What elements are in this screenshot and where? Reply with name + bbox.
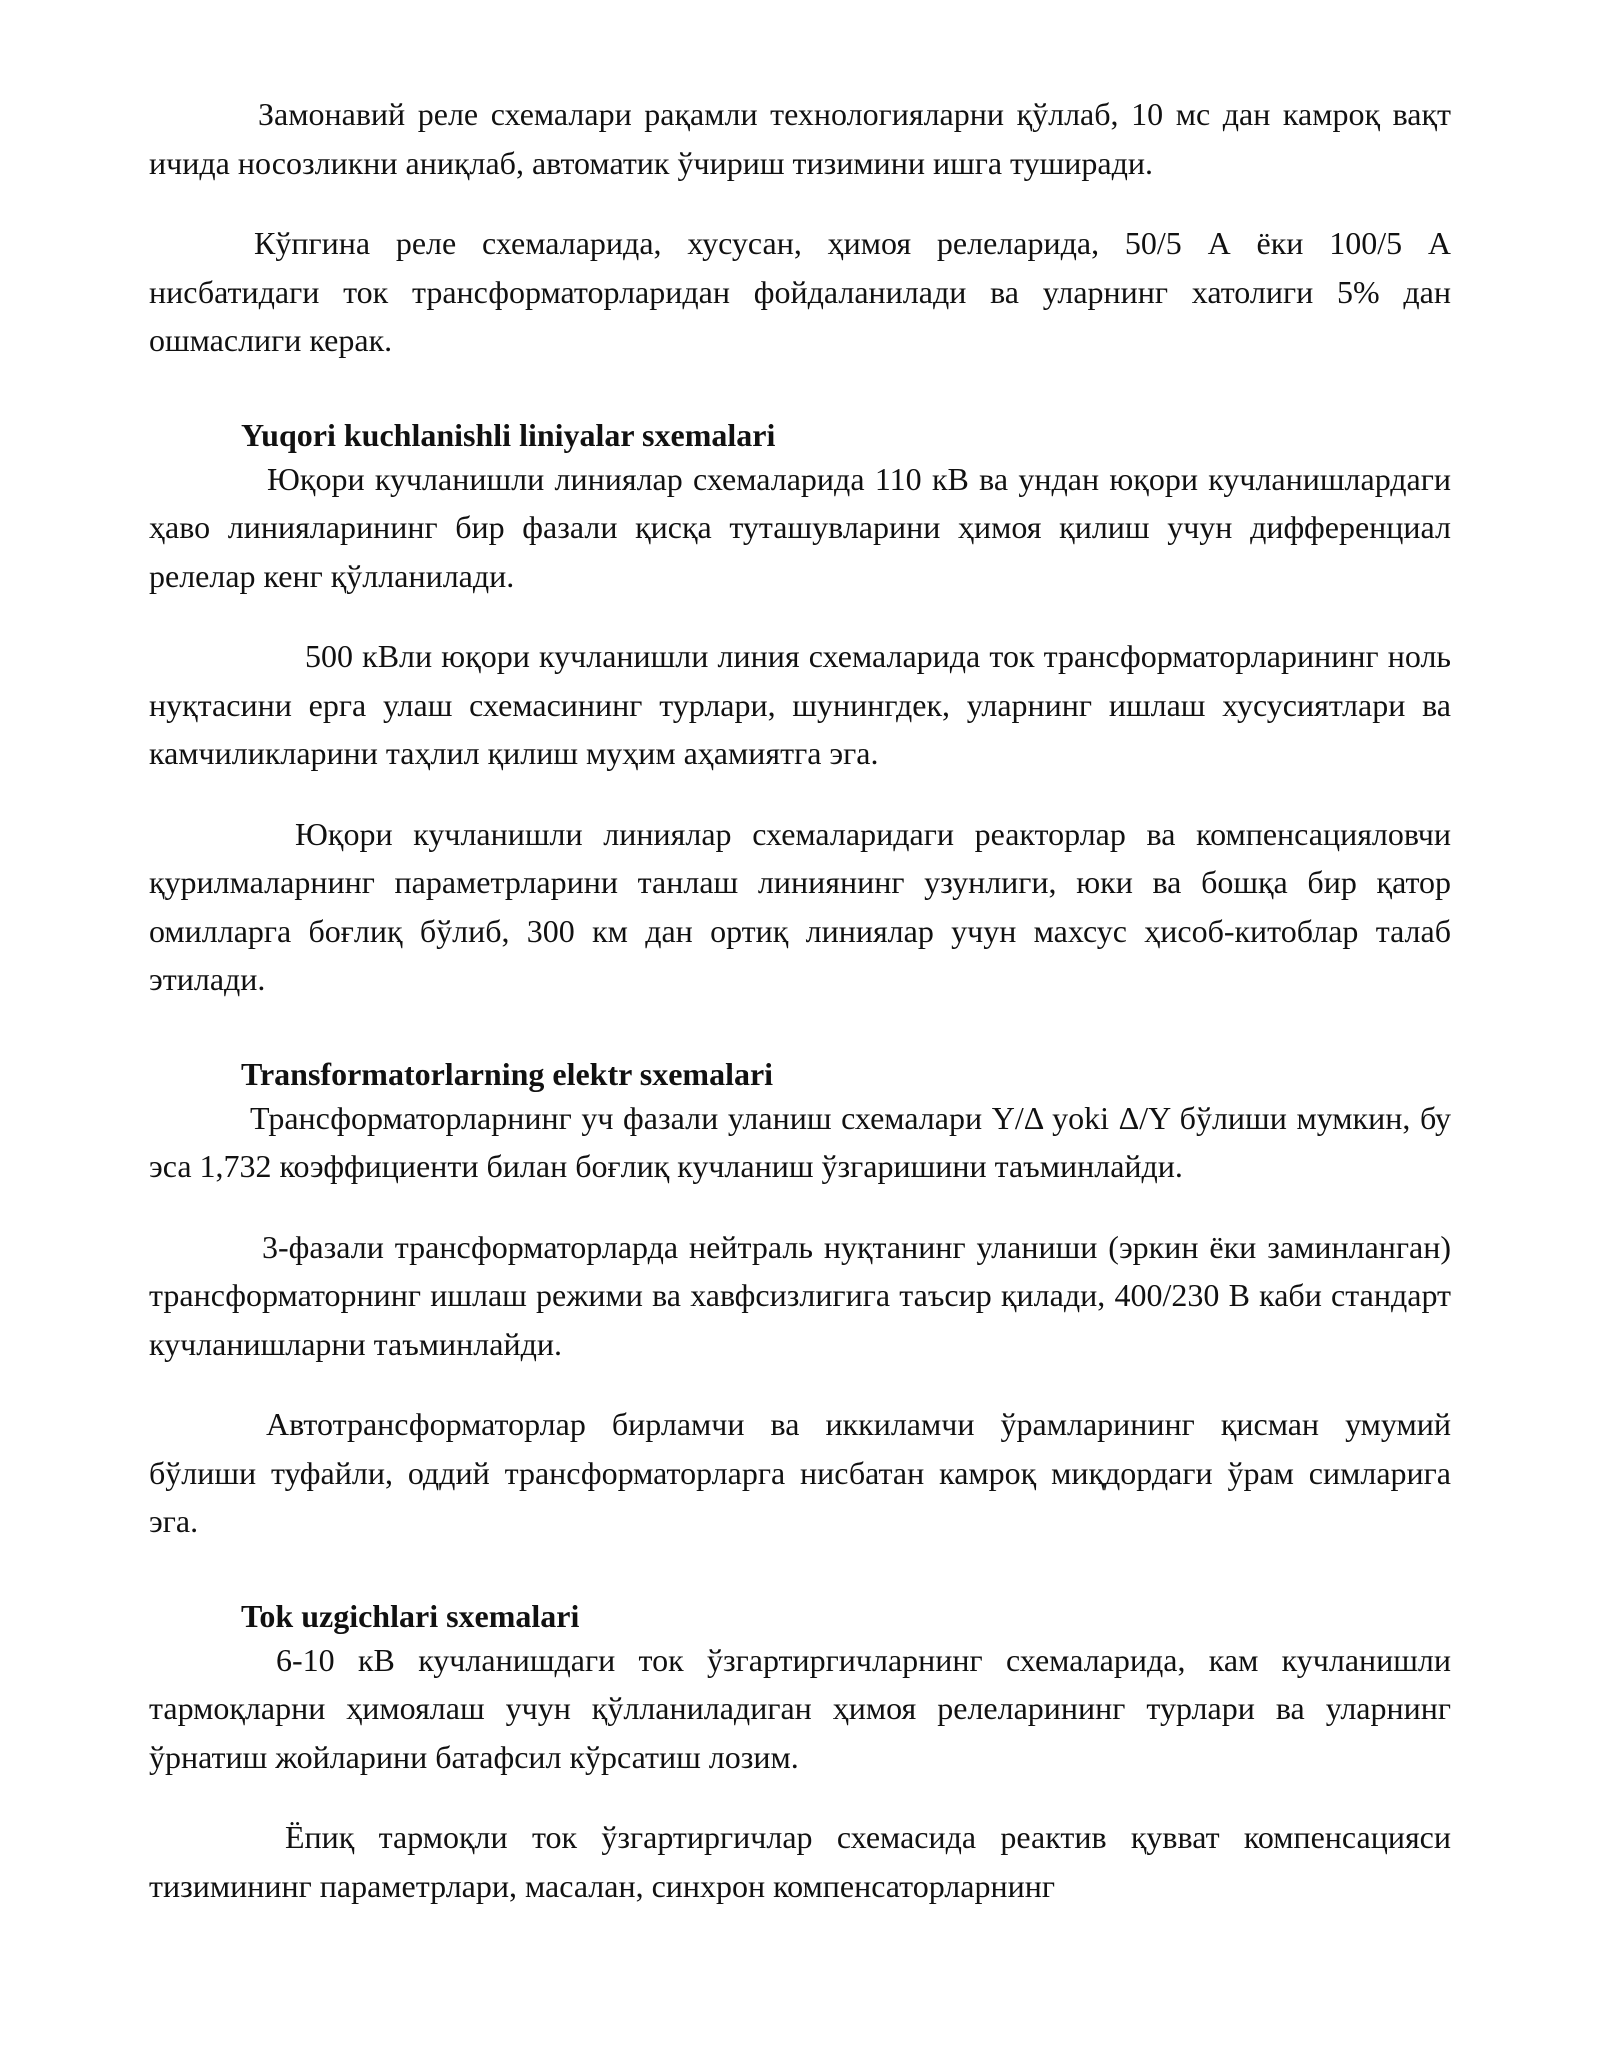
paragraph-6-10kv-converters: 6-10 кВ кучланишдаги ток ўзгартиргичларнинг схемаларида, кам кучланишли тармоқларни ҳимоялаш учун қўлланиладиган ҳимоя релеларининг турлари ва уларнинг ўрнатиш жойларини батафсил кўрсатиш лозим. (149, 1641, 1451, 1775)
section-heading-high-voltage-lines: Yuqori kuchlanishli liniyalar sxemalari (241, 416, 776, 453)
paragraph-differential-relays: Юқори кучланишли линиялар схемаларида 110 кВ ва ундан юқори кучланишлардаги ҳаво линияларининг бир фазали қисқа туташувларини ҳимоя қилиш учун дифференциал релелар кенг қўлланилади. (149, 460, 1451, 594)
paragraph-closed-network-converters: Ёпиқ тармоқли ток ўзгартиргичлар схемасида реактив қувват компенсацияси тизимининг параметрлари, масалан, синхрон компенсаторларнинг (149, 1819, 1451, 1904)
paragraph-modern-relay-schemes: Замонавий реле схемалари рақамли технологияларни қўллаб, 10 мс дан камроқ вақт ичида носозликни аниқлаб, автоматик ўчириш тизимини ишга туширади. (149, 96, 1451, 181)
paragraph-reactors-compensation: Юқори кучланишли линиялар схемаларидаги реакторлар ва компенсацияловчи қурилмаларнинг параметрларини танлаш линиянинг узунлиги, юки ва бошқа бир қатор омилларга боғлиқ бўлиб, 300 км дан ортиқ линиялар учун махсус ҳисоб-китоблар талаб этилади. (149, 815, 1451, 997)
paragraph-three-phase-connection: Трансформаторларнинг уч фазали уланиш схемалари Y/Δ yoki Δ/Y бўлиши мумкин, бу эса 1,732 коэффициенти билан боғлиқ кучланиш ўзгаришини таъминлайди. (149, 1099, 1451, 1184)
document-body (149, 90, 1451, 1910)
paragraph-current-transformers: Кўпгина реле схемаларида, хусусан, ҳимоя релеларида, 50/5 А ёки 100/5 А нисбатидаги ток трансформаторларидан фойдаланилади ва уларнинг хатолиги 5% дан ошмаслиги керак. (149, 225, 1451, 358)
section-heading-current-switches: Tok uzgichlari sxemalari (241, 1597, 580, 1634)
paragraph-500kv-lines: 500 кВли юқори кучланишли линия схемаларида ток трансформаторларининг ноль нуқтасини ерга улаш схемасининг турлари, шунингдек, уларнинг ишлаш хусусиятлари ва камчиликларини таҳлил қилиш муҳим аҳамиятга эга. (149, 638, 1451, 771)
paragraph-neutral-point: 3-фазали трансформаторларда нейтраль нуқтанинг уланиши (эркин ёки заминланган) трансформаторнинг ишлаш режими ва хавфсизлигига таъсир қилади, 400/230 В каби стандарт кучланишларни таъминлайди. (149, 1228, 1451, 1362)
section-heading-transformer-schemes: Transformatorlarning elektr sxemalari (241, 1055, 774, 1092)
paragraph-autotransformers: Автотрансформаторлар бирламчи ва иккиламчи ўрамларининг қисман умумий бўлиши туфайли, оддий трансформаторларга нисбатан камроқ миқдордаги ўрам симларига эга. (149, 1406, 1451, 1539)
